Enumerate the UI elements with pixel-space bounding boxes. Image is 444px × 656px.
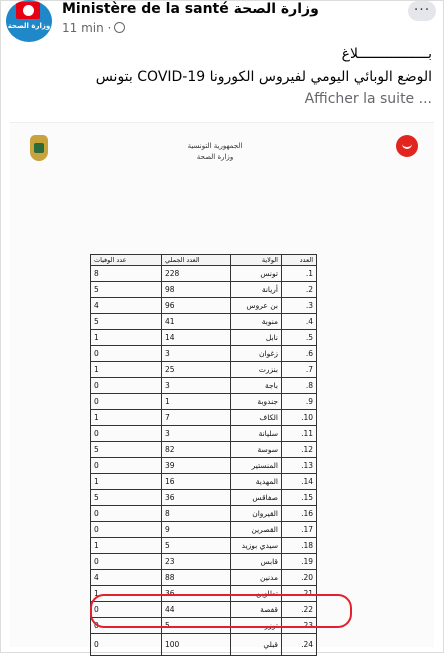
table-cell-n: 18. [282, 538, 317, 554]
table-cell-gov: نابل [231, 330, 282, 346]
table-cell-n: 3. [282, 298, 317, 314]
table-cell-deaths: 5 [91, 490, 162, 506]
table-cell-deaths: 0 [91, 458, 162, 474]
table-cell-gov: قابس [231, 554, 282, 570]
table-cell-deaths: 5 [91, 282, 162, 298]
table-row [91, 474, 317, 490]
document-header-line-2: وزارة الصحة [196, 153, 234, 161]
table-cell-gov: أريانة [231, 282, 282, 298]
table-row [91, 554, 317, 570]
table-cell-total: 1 [162, 394, 231, 410]
table-cell-gov: سوسة [231, 442, 282, 458]
table-row [91, 378, 317, 394]
globe-icon [114, 22, 125, 33]
table-row [91, 570, 317, 586]
table-cell-total: 36 [162, 490, 231, 506]
table-cell-total: 23 [162, 554, 231, 570]
table-cell-total: 16 [162, 474, 231, 490]
table-cell-total: 5 [162, 538, 231, 554]
table-cell-total: 82 [162, 442, 231, 458]
table-cell-gov: تطاوين [231, 586, 282, 602]
table-cell-total: 3 [162, 346, 231, 362]
table-cell-total: 44 [162, 602, 231, 618]
table-cell-deaths: 0 [91, 394, 162, 410]
table-cell-n: 8. [282, 378, 317, 394]
table-cell-total: 88 [162, 570, 231, 586]
table-cell-deaths: 5 [91, 314, 162, 330]
table-cell-n: 5. [282, 330, 317, 346]
table-cell-gov: تونس [231, 266, 282, 282]
table-cell-gov: سليانة [231, 426, 282, 442]
table-row [91, 330, 317, 346]
table-cell-n: 11. [282, 426, 317, 442]
highlight-circle [90, 594, 352, 628]
table-cell-gov: قفصة [231, 602, 282, 618]
post-text-line-3 [10, 91, 432, 107]
table-cell-n: 22. [282, 602, 317, 618]
see-more-link[interactable]: Afficher la suite [304, 91, 415, 107]
table-cell-n: 19. [282, 554, 317, 570]
table-cell-gov: بنزرت [231, 362, 282, 378]
table-cell-gov: المهدية [231, 474, 282, 490]
post-text-line-2: الوضع الوبائي اليومي لفيروس الكورونا COVID-19 بتونس [95, 69, 432, 85]
table-cell-gov: باجة [231, 378, 282, 394]
table-row [91, 442, 317, 458]
table-cell-gov: سيدي بوزيد [231, 538, 282, 554]
table-row [91, 266, 317, 282]
more-options-button[interactable]: ··· [408, 1, 436, 21]
table-cell-total: 25 [162, 362, 231, 378]
column-header: العدد الجملي [162, 255, 231, 266]
table-cell-n: 6. [282, 346, 317, 362]
tunisia-flag-icon [16, 2, 40, 19]
table-cell-n: 14. [282, 474, 317, 490]
table-cell-total: 3 [162, 378, 231, 394]
table-cell-n: 2. [282, 282, 317, 298]
post-image[interactable] [10, 122, 434, 647]
table-cell-deaths: 1 [91, 410, 162, 426]
table-cell-gov: منوبة [231, 314, 282, 330]
table-cell-deaths: 1 [91, 330, 162, 346]
table-cell-deaths: 5 [91, 442, 162, 458]
table-cell-gov: زغوان [231, 346, 282, 362]
ministry-logo-icon [396, 135, 418, 157]
post-meta [62, 21, 125, 35]
table-cell-n: 9. [282, 394, 317, 410]
table-cell-deaths: 0 [91, 506, 162, 522]
table-cell-n: 4. [282, 314, 317, 330]
table-cell-n: 15. [282, 490, 317, 506]
table-cell-n: 21. [282, 586, 317, 602]
table-cell-deaths: 0 [91, 378, 162, 394]
table-cell-deaths: 4 [91, 570, 162, 586]
table-cell-n: 13. [282, 458, 317, 474]
column-header: الولاية [231, 255, 282, 266]
table-cell-n: 12. [282, 442, 317, 458]
table-cell-total: 8 [162, 506, 231, 522]
table-row [91, 298, 317, 314]
table-row [91, 634, 317, 656]
table-cell-total: 3 [162, 426, 231, 442]
table-row [91, 314, 317, 330]
avatar-text: وزارة الصحة [7, 22, 51, 30]
table-row [91, 394, 317, 410]
table-cell-gov: القصرين [231, 522, 282, 538]
table-cell-n: 7. [282, 362, 317, 378]
table-cell-gov: بن عروس [231, 298, 282, 314]
table-cell-gov: توزر [231, 618, 282, 634]
document-header-line-1: الجمهورية التونسية [187, 142, 243, 150]
column-header: العدد [282, 255, 317, 266]
table-cell-total: 41 [162, 314, 231, 330]
table-cell-deaths: 0 [91, 554, 162, 570]
table-cell-n: 10. [282, 410, 317, 426]
table-cell-total: 7 [162, 410, 231, 426]
table-cell-gov: المنستير [231, 458, 282, 474]
table-row [91, 426, 317, 442]
page-name-link[interactable]: Ministère de la santé وزارة الصحة [62, 1, 319, 17]
table-cell-n: 1. [282, 266, 317, 282]
table-row [91, 410, 317, 426]
table-cell-deaths: 1 [91, 362, 162, 378]
table-cell-n: 17. [282, 522, 317, 538]
table-cell-total: 14 [162, 330, 231, 346]
table-cell-deaths: 0 [91, 522, 162, 538]
table-row [91, 538, 317, 554]
table-cell-gov: الكاف [231, 410, 282, 426]
see-more-ellipsis: ... [418, 91, 432, 107]
table-cell-gov: القيروان [231, 506, 282, 522]
page-avatar[interactable] [6, 0, 52, 42]
document-header [160, 141, 270, 163]
table-cell-deaths: 0 [91, 634, 162, 656]
table-cell-total: 96 [162, 298, 231, 314]
table-cell-total: 36 [162, 586, 231, 602]
table-cell-deaths: 0 [91, 602, 162, 618]
column-header: عدد الوفيات [91, 255, 162, 266]
table-cell-n: 16. [282, 506, 317, 522]
tunisia-emblem-icon [30, 135, 48, 161]
table-header-row [91, 255, 317, 266]
table-row [91, 282, 317, 298]
table-row [91, 522, 317, 538]
table-row [91, 506, 317, 522]
table-cell-n: 23. [282, 618, 317, 634]
table-cell-total: 5 [162, 618, 231, 634]
table-cell-deaths: 8 [91, 266, 162, 282]
post-text-line-1: بـــــــــــــــــلاغ [341, 46, 432, 62]
table-cell-gov: صفاقس [231, 490, 282, 506]
post-time[interactable]: 11 min · [62, 21, 112, 35]
table-cell-deaths: 1 [91, 474, 162, 490]
table-cell-total: 100 [162, 634, 231, 656]
table-cell-gov: قبلي [231, 634, 282, 656]
table-cell-deaths: 0 [91, 618, 162, 634]
table-cell-deaths: 4 [91, 298, 162, 314]
table-row [91, 490, 317, 506]
table-cell-total: 228 [162, 266, 231, 282]
table-cell-deaths: 1 [91, 538, 162, 554]
table-cell-gov: جندوبة [231, 394, 282, 410]
table-cell-total: 39 [162, 458, 231, 474]
table-row [91, 362, 317, 378]
table-cell-deaths: 0 [91, 426, 162, 442]
table-row [91, 458, 317, 474]
table-cell-total: 9 [162, 522, 231, 538]
table-row [91, 346, 317, 362]
table-cell-deaths: 0 [91, 346, 162, 362]
table-cell-n: 24. [282, 634, 317, 656]
table-cell-n: 20. [282, 570, 317, 586]
table-cell-gov: مدنين [231, 570, 282, 586]
table-cell-deaths: 1 [91, 586, 162, 602]
table-cell-total: 98 [162, 282, 231, 298]
